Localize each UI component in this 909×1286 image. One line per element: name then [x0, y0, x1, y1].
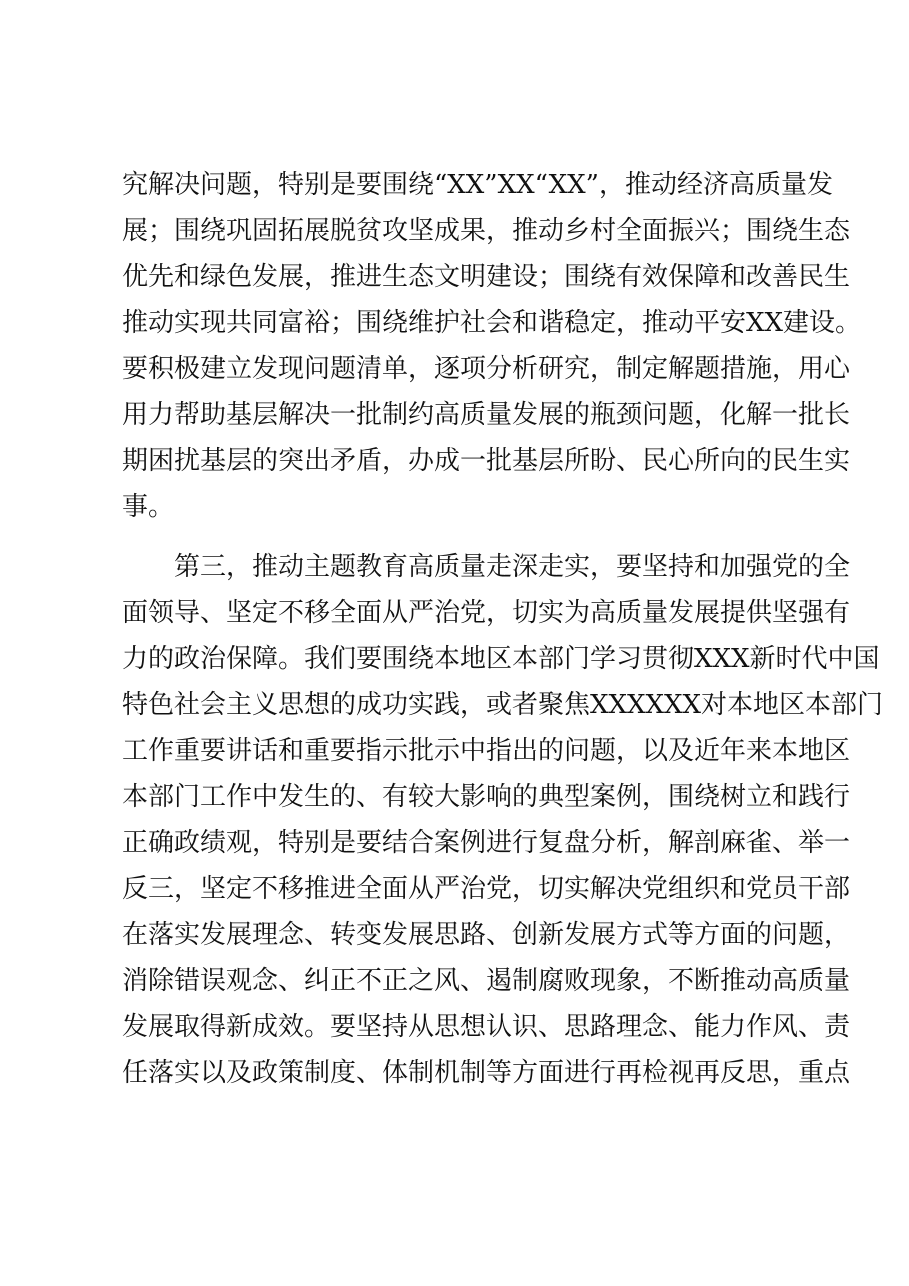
text-line: 展；围绕巩固拓展脱贫攻坚成果，推动乡村全面振兴；围绕生态: [122, 216, 851, 246]
text-line: 发展取得新成效。要坚持从思想认识、思路理念、能力作风、责: [122, 1012, 851, 1042]
text-line: 工作重要讲话和重要指示批示中指出的问题，以及近年来本地区: [122, 736, 851, 766]
text-line: 究解决问题，特别是要围绕“XX”XX“XX”，推动经济高质量发: [122, 170, 833, 200]
text-line: 本部门工作中发生的、有较大影响的典型案例，围绕树立和践行: [122, 782, 851, 812]
text-line: 用力帮助基层解决一批制约高质量发展的瓶颈问题，化解一批长: [122, 400, 851, 430]
text-line: 优先和绿色发展，推进生态文明建设；围绕有效保障和改善民生: [122, 262, 851, 292]
text-line: 力的政治保障。我们要围绕本地区本部门学习贯彻XXX新时代中国: [122, 644, 880, 674]
text-line: 要积极建立发现问题清单，逐项分析研究，制定解题措施，用心: [122, 354, 851, 384]
text-line: 反三，坚定不移推进全面从严治党，切实解决党组织和党员干部: [122, 874, 851, 904]
paragraph-start-line: 第三，推动主题教育高质量走深走实，要坚持和加强党的全: [174, 552, 851, 582]
text-line: 在落实发展理念、转变发展思路、创新发展方式等方面的问题，: [122, 920, 851, 950]
text-line: 正确政绩观，特别是要结合案例进行复盘分析，解剖麻雀、举一: [122, 828, 851, 858]
text-line: 特色社会主义思想的成功实践，或者聚焦XXXXXX对本地区本部门: [122, 690, 884, 720]
text-line: 任落实以及政策制度、体制机制等方面进行再检视再反思，重点: [122, 1058, 851, 1088]
text-line: 期困扰基层的突出矛盾，办成一批基层所盼、民心所向的民生实: [122, 446, 851, 476]
text-line: 面领导、坚定不移全面从严治党，切实为高质量发展提供坚强有: [122, 598, 851, 628]
text-line: 事。: [122, 492, 175, 522]
text-line: 推动实现共同富裕；围绕维护社会和谐稳定，推动平安XX建设。: [122, 308, 862, 338]
text-line: 消除错误观念、纠正不正之风、遏制腐败现象，不断推动高质量: [122, 966, 851, 996]
